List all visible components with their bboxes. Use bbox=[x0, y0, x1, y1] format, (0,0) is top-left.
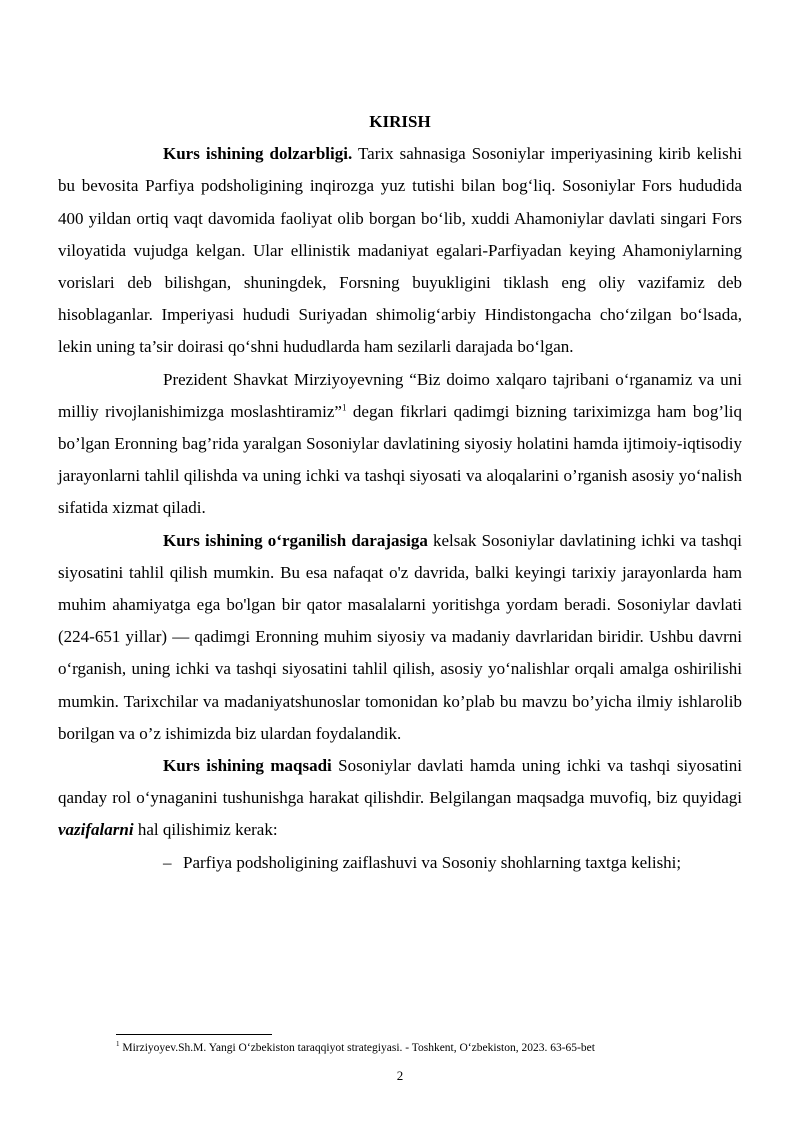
footnote-mark: 1 bbox=[116, 1040, 120, 1049]
footnote-divider bbox=[116, 1034, 272, 1035]
page-number: 2 bbox=[396, 1068, 404, 1083]
goal-text-a: Sosoniylar davlati hamda uning ichki va tashqi siyosatini qanday rol o‘ynaganini tushunishga harakat qilishdir. Belgilangan maqsadga muvofiq, biz quyidagi bbox=[58, 756, 742, 808]
list-item-text: Parfiya podsholigining zaiflashuvi va Sosoniy shohlarning taxtga kelishi; bbox=[183, 852, 682, 872]
goal-text-b: hal qilishimiz kerak: bbox=[133, 820, 278, 840]
study-level-lead: Kurs ishining o‘rganilish darajasiga bbox=[163, 530, 428, 550]
footnote-text: Mirziyoyev.Sh.M. Yangi O‘zbekiston taraqqiyot strategiyasi. - Toshkent, O‘zbekiston, 2023. 63-65-bet bbox=[119, 1042, 595, 1054]
quote-text-b: degan fikrlari qadimgi bizning tariximizga ham bog’liq bo’lgan Eronning bag’rida yaralgan Sosoniylar davlatining siyosiy holatini hamda ijtimoiy-iqtisodiy jarayonlarni tahlil qilishda va uning ichki va tashqi siyosati va aloqalarini o’rganish asosiy yo‘nalish sifatida xizmat qiladi. bbox=[58, 401, 742, 518]
list-item bbox=[58, 847, 742, 879]
relevance-text: Tarix sahnasiga Sosoniylar imperiyasining kirib kelishi bu bevosita Parfiya podsholigining inqirozga yuz tutishi bilan bog‘liq. Sosoniylar Fors hududida 400 yildan ortiq vaqt davomida faoliyat olib borgan bo‘lib, xuddi Ahamoniylar davlati singari Fors viloyatida vujudga kelgan. Ular ellinistik madaniyat egalari-Parfiyadan keying Ahamoniylarning vorislari deb bilishgan, shuningdek, Forsning buyukligini tiklash eng oliy vazifamiz deb hisoblaganlar. Imperiyasi hududi Suriyadan shimolig‘arbiy Hindistongacha cho‘zilgan bo‘lsada, lekin uning ta’sir doirasi qo‘shni hududlarda ham sezilarli darajada bo‘lgan. bbox=[58, 144, 742, 357]
study-level-text: kelsak Sosoniylar davlatining ichki va tashqi siyosatini tahlil qilish mumkin. Bu esa nafaqat o'z davrida, balki keyingi tarixiy jarayonlarda ham muhim ahamiyatga ega bo'lgan bir qator masalalarni yoritishga yordam beradi. Sosoniylar davlati (224-651 yillar) — qadimgi Eronning muhim siyosiy va madaniy davrlaridan biridir. Ushbu davrni o‘rganish, uning ichki va tashqi siyosatini tahlil qilish, asosiy yo‘nalishlar orqali amalga oshirilishi mumkin. Tarixchilar va madaniyatshunoslar tomonidan ko’plab bu mavzu bo’yicha ilmiy ishlarolib borilgan va o’z ishimizda biz ulardan foydalandik. bbox=[58, 530, 743, 743]
paragraph-goal bbox=[58, 750, 742, 847]
footnote-reference[interactable]: 1 bbox=[341, 402, 347, 413]
dash-bullet-icon: – bbox=[163, 852, 172, 872]
page-body bbox=[58, 106, 742, 879]
goal-lead: Kurs ishining maqsadi bbox=[163, 756, 332, 776]
tasks-emphasis: vazifalarni bbox=[58, 820, 134, 840]
relevance-lead: Kurs ishining dolzarbligi. bbox=[163, 144, 353, 164]
footnote bbox=[116, 1041, 736, 1055]
quote-text-a: Prezident Shavkat Mirziyoyevning “Biz doimo xalqaro tajribani o‘rganamiz va uni milliy rivojlanishimizga moslashtiramiz” bbox=[58, 369, 742, 421]
section-heading: KIRISH bbox=[369, 112, 431, 131]
paragraph-president-quote bbox=[58, 364, 742, 525]
paragraph-study-level bbox=[58, 525, 742, 750]
paragraph-relevance bbox=[58, 138, 742, 363]
